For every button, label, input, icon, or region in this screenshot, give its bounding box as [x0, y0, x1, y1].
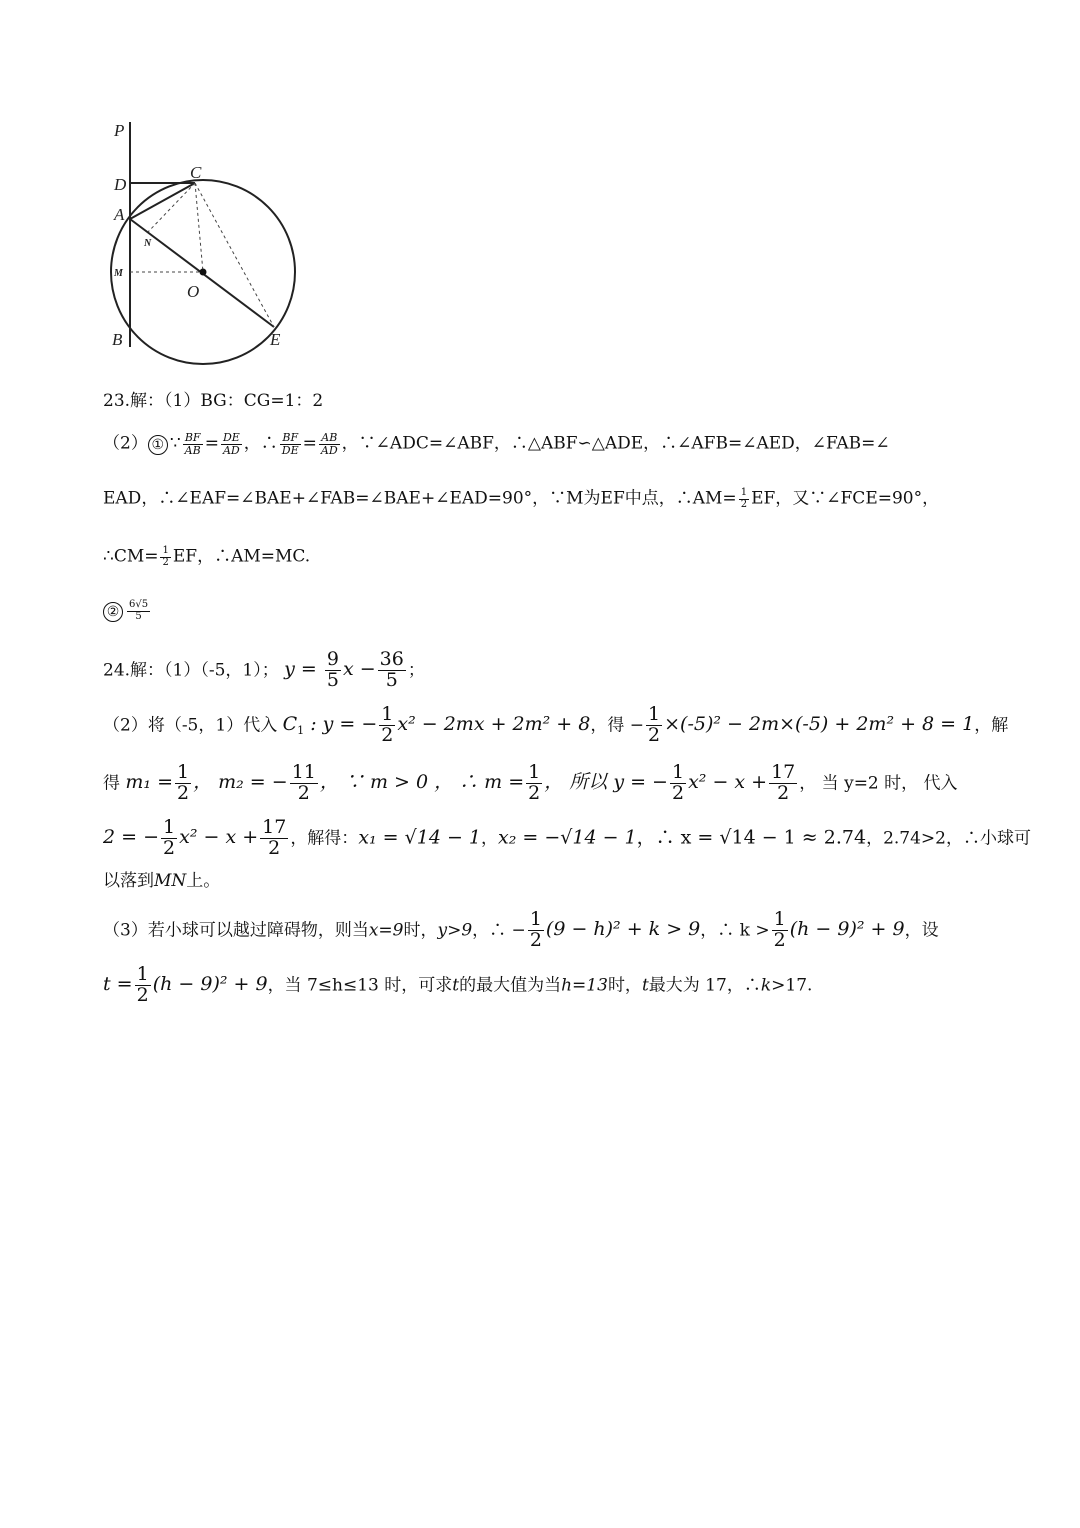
math-text: x₁ = √14 − 1: [358, 826, 482, 849]
math-text: x² − 2mx + 2m² + 8: [397, 713, 591, 736]
fraction-36-5: [378, 650, 406, 691]
fraction-denominator: 2: [268, 836, 281, 859]
fraction-half: [379, 705, 395, 746]
q24-line4-content: [103, 818, 1031, 859]
t-variable: t: [452, 975, 460, 996]
q24-line7-text4: 最大为 17，∴: [648, 975, 761, 996]
fraction-denominator: 2: [381, 723, 394, 746]
fraction-denominator: 2: [136, 983, 149, 1006]
q24-part1-answer: 24.解：（1）（-5，1）；: [103, 660, 279, 681]
line-ce: [195, 183, 274, 327]
q23-line3-text-b: EF，又∵∠FCE=90°，: [751, 488, 940, 509]
t-variable: t: [641, 975, 649, 996]
y2-equation: [103, 816, 290, 859]
inequality-1: [526, 908, 701, 951]
q24-line7-text3: 时，: [607, 975, 642, 996]
circle-geometry-figure: [100, 112, 310, 377]
fraction-denominator: 2: [177, 781, 190, 804]
fraction-half: [526, 763, 542, 804]
math-text: x₂ = −√14 − 1: [498, 826, 637, 849]
m-values: [125, 761, 799, 804]
label-n: N: [144, 238, 152, 249]
fraction-numerator: 11: [291, 761, 316, 783]
math-text: x² − x +: [688, 771, 768, 794]
fraction-half: [670, 763, 686, 804]
math-text: (h − 9)² + 9: [152, 973, 268, 996]
substitution-equation: [644, 703, 975, 746]
fraction-numerator: DE: [222, 431, 240, 444]
fraction-denominator: 2: [777, 781, 790, 804]
math-text: C: [282, 713, 298, 736]
fraction-numerator: 1: [381, 703, 394, 725]
circled-one: ①: [148, 435, 168, 455]
math-text: ， ∵ m > 0 ， ∴ m =: [319, 771, 525, 794]
label-d: D: [114, 175, 127, 194]
fraction-half: [772, 910, 788, 951]
fraction-denominator: 5: [326, 668, 339, 691]
comma: ，: [243, 433, 261, 454]
fraction-half: [646, 705, 662, 746]
q23-line4-content: [103, 546, 310, 568]
fraction-denominator: 5: [385, 668, 398, 691]
x1-solution: [358, 826, 481, 848]
math-text: x −: [342, 658, 376, 681]
therefore-symbol: ∴: [260, 433, 278, 454]
label-o: O: [187, 282, 200, 301]
x9-condition: x=9: [368, 920, 404, 941]
fraction-numerator: 1: [648, 703, 661, 725]
q23-line3-content: [103, 488, 939, 510]
semicolon: ；: [407, 660, 425, 681]
q23-line4-text-b: EF，∴AM=MC.: [172, 546, 311, 567]
q23-line5-content: [103, 600, 152, 622]
math-text: t =: [103, 973, 133, 996]
q23-part1-answer: 23.解：（1）BG：CG=1：2: [103, 391, 324, 411]
fraction-half: [739, 488, 749, 510]
label-e: E: [270, 330, 281, 349]
fraction-de-ad: [221, 432, 242, 456]
math-text: 2 = −: [103, 826, 160, 849]
fraction-half: [160, 546, 170, 568]
fraction-numerator: 1: [177, 761, 190, 783]
fraction-numerator: 1: [162, 545, 169, 556]
q23-line3-text-a: EAD，∴∠EAF=∠BAE+∠FAB=∠BAE+∠EAD=90°，∵M为EF中点，∴AM=: [103, 488, 737, 509]
fraction-denominator: 2: [671, 781, 685, 804]
fraction-half: [528, 910, 544, 951]
fraction-numerator: 1: [528, 761, 541, 783]
x2-solution: [498, 826, 637, 848]
q24-line7-text2: 的最大值为当: [459, 975, 562, 996]
fraction-denominator: 2: [740, 498, 748, 510]
math-text: (h − 9)² + 9: [789, 918, 905, 941]
because-symbol: ∵: [169, 433, 181, 454]
q24-line2-content: [103, 705, 1008, 746]
fraction-answer: [127, 600, 150, 622]
q24-line6-text2: 时，: [403, 920, 438, 941]
parabola-equation: [282, 703, 591, 746]
fraction-numerator: AB: [319, 432, 340, 445]
label-p: P: [114, 121, 125, 140]
fraction-11-2: [290, 763, 318, 804]
fraction-numerator: 1: [529, 908, 542, 930]
fraction-denominator: AB: [184, 443, 201, 457]
fraction-9-5: [325, 650, 341, 691]
solve-text: ，解得：: [290, 828, 359, 849]
fraction-numerator: 1: [163, 816, 176, 838]
q24-line6-text3: ，∴ −: [472, 920, 526, 941]
y9-condition: y>9: [437, 920, 473, 941]
fraction-denominator: AD: [222, 443, 240, 457]
q24-line7-content: [103, 965, 812, 1006]
q24-line5-text: 以落到: [103, 871, 154, 891]
fraction-numerator: BF: [183, 432, 203, 445]
h13-value: h=13: [561, 975, 608, 996]
fraction-half: [161, 818, 177, 859]
fraction-numerator: BF: [280, 432, 301, 445]
center-point-o: [200, 269, 207, 276]
q23-line4-text-a: ∴CM=: [103, 546, 159, 567]
fraction-bf-de: [280, 432, 301, 456]
q24-line5-end: 上。: [186, 871, 221, 891]
label-m: M: [114, 268, 123, 279]
q24-line7-text1: ，当 7≤h≤13 时，可求: [267, 975, 453, 996]
fraction-denominator: 2: [297, 781, 310, 804]
q24-line3-content: [103, 763, 958, 804]
math-text: ×(-5)² − 2m×(-5) + 2m² + 8 = 1: [664, 713, 975, 736]
label-a: A: [114, 205, 125, 224]
q23-line2-text: ，∵∠ADC=∠ABF，∴△ABF∽△ADE，∴∠AFB=∠AED，∠FAB=∠: [341, 433, 890, 454]
line-equation: [284, 648, 408, 691]
comma: ，: [481, 828, 499, 849]
math-text: y =: [284, 658, 323, 681]
q24-line6-text5: ，设: [904, 920, 939, 941]
fraction-ab-ad: [319, 432, 340, 456]
fraction-half: [135, 965, 151, 1006]
fraction-numerator: 1: [740, 487, 748, 498]
fraction-numerator: 17: [771, 761, 796, 783]
q24-line3-text1: 得: [103, 773, 120, 794]
math-text: ， m₂ = −: [193, 771, 288, 794]
fraction-numerator: 6√5: [129, 599, 149, 610]
fraction-denominator: 5: [135, 610, 142, 622]
equals-sign: =: [302, 433, 317, 454]
k-variable: k: [760, 975, 772, 996]
fraction-17-2: [260, 818, 288, 859]
line-cn: [148, 183, 195, 232]
q24-line2-text3: ，解: [974, 715, 1009, 736]
q24-line5-content: [103, 873, 220, 890]
inequality-2: [770, 908, 905, 951]
q24-line6-text4: ，∴ k >: [700, 920, 770, 941]
label-b: B: [112, 330, 123, 349]
fraction-denominator: 2: [773, 928, 786, 951]
label-c: C: [190, 163, 202, 182]
math-text: (9 − h)² + k > 9: [545, 918, 701, 941]
q24-line7-text5: >17.: [771, 975, 813, 996]
math-text: x² − x +: [179, 826, 259, 849]
fraction-bf-ab: [183, 432, 203, 456]
x-approx: ，∴ x = √14 − 1 ≈ 2.74: [636, 826, 867, 849]
fraction-denominator: 2: [163, 836, 176, 859]
fraction-numerator: 17: [262, 816, 287, 838]
q24-line6-text1: （3）若小球可以越过障碍物，则当: [103, 920, 369, 941]
mn-label: MN: [154, 871, 187, 891]
q24-line2-text2: ，得 −: [590, 715, 645, 736]
math-text: m₁ =: [125, 771, 173, 794]
q24-line2-text1: （2）将（-5，1）代入: [103, 715, 278, 736]
math-text: ， 所以 y = −: [544, 771, 668, 794]
q24-line3-text2: ， 当 y=2 时， 代入: [799, 773, 958, 794]
q24-line6-content: [103, 910, 939, 951]
fraction-denominator: 2: [529, 928, 542, 951]
fraction-numerator: 1: [136, 963, 149, 985]
math-text: : y = −: [304, 713, 378, 736]
fraction-numerator: 9: [326, 648, 339, 670]
t-definition: [103, 963, 268, 1006]
fraction-numerator: 1: [773, 908, 786, 930]
fraction-denominator: 2: [648, 723, 661, 746]
subscript: 1: [297, 724, 305, 738]
q24-line1-content: [103, 650, 425, 691]
comparison-text: ，2.74>2，∴小球可: [866, 828, 1031, 849]
equals-sign: =: [204, 433, 219, 454]
q23-part2-label: （2）: [103, 433, 148, 454]
fraction-numerator: 1: [671, 761, 685, 783]
circled-two: ②: [103, 602, 123, 622]
q23-line2-content: [103, 432, 890, 456]
fraction-denominator: 2: [162, 556, 169, 568]
fraction-denominator: 2: [528, 781, 541, 804]
fraction-numerator: 36: [379, 648, 404, 670]
fraction-denominator: DE: [281, 443, 299, 457]
fraction-17-2: [769, 763, 797, 804]
fraction-half: [175, 763, 191, 804]
fraction-denominator: AD: [320, 443, 338, 457]
